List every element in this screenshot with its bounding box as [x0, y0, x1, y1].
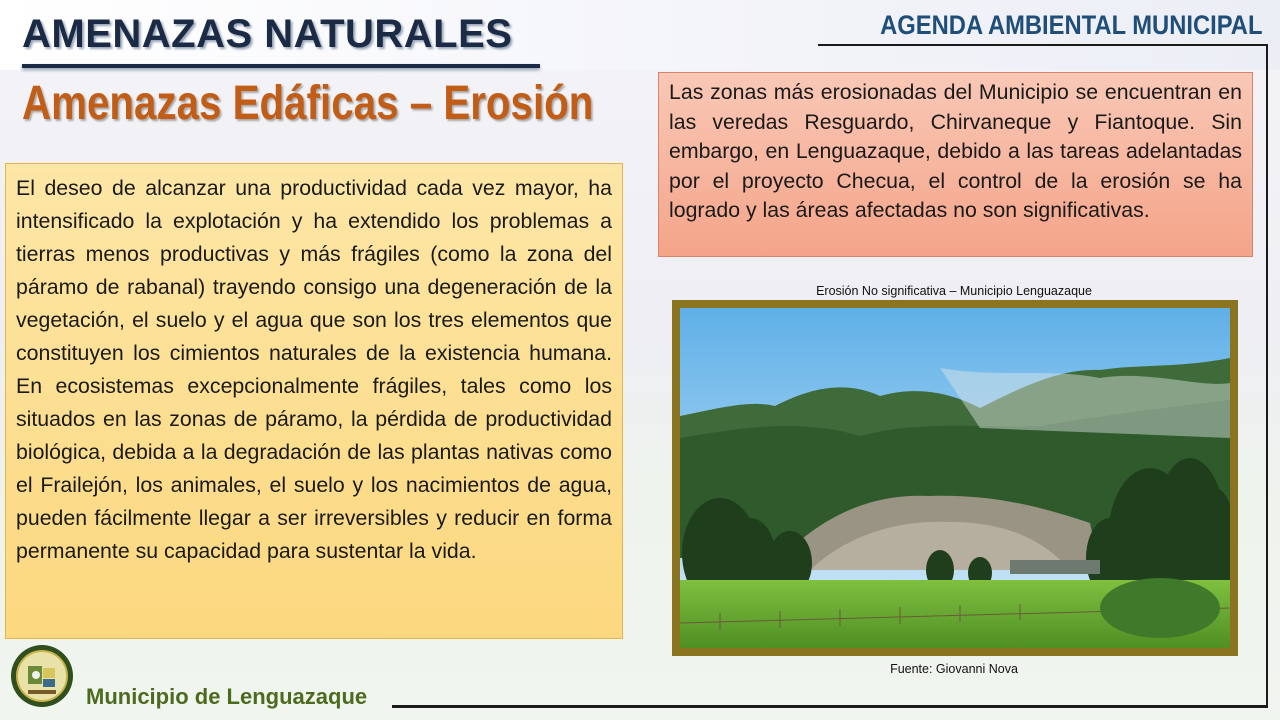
right-border-line — [1266, 44, 1268, 708]
agenda-heading: AGENDA AMBIENTAL MUNICIPAL — [879, 10, 1262, 40]
municipality-name: Municipio de Lenguazaque — [86, 684, 368, 709]
photo-source: Fuente: Giovanni Nova — [890, 662, 1018, 676]
photo-caption: Erosión No significativa – Municipio Lenguazaque — [816, 284, 1092, 298]
page-title: AMENAZAS NATURALES — [22, 12, 513, 56]
erosion-zones-box — [658, 72, 1253, 257]
agenda-divider — [818, 44, 1268, 46]
municipal-seal-icon — [10, 644, 74, 708]
erosion-description-text: El deseo de alcanzar una productividad cada vez mayor, ha intensificado la explotación y ha extendido los problemas a tierras menos productivas y más frágiles (como la zona del páramo de rabanal) trayendo consigo una degeneración de la vegetación, el suelo y el agua que son los tres elementos que constituyen los cimientos naturales de la existencia humana. En ecosistemas excepcionalmente frágiles, tales como los situados en las zonas de páramo, la pérdida de productividad biológica, debida a la degradación de las plantas nativas como el Frailejón, los animales, el suelo y los nacimientos de agua, pueden fácilmente llegar a ser irreversibles y reducir en forma permanente su capacidad para sustentar la vida. — [16, 176, 612, 563]
erosion-zones-text: Las zonas más erosionadas del Municipio se encuentran en las veredas Resguardo, Chirvaneque y Fiantoque. Sin embargo, en Lenguazaque, debido a las tareas adelantadas por el proyecto Checua, el control de la erosión se ha logrado y las áreas afectadas no son significativas. — [669, 80, 1242, 222]
erosion-description-box — [5, 163, 623, 639]
page-subtitle: Amenazas Edáficas – Erosión — [22, 77, 594, 130]
footer-divider — [392, 705, 1268, 708]
photo-frame — [672, 300, 1238, 656]
landscape-photo — [680, 308, 1230, 648]
title-underline — [22, 64, 540, 68]
